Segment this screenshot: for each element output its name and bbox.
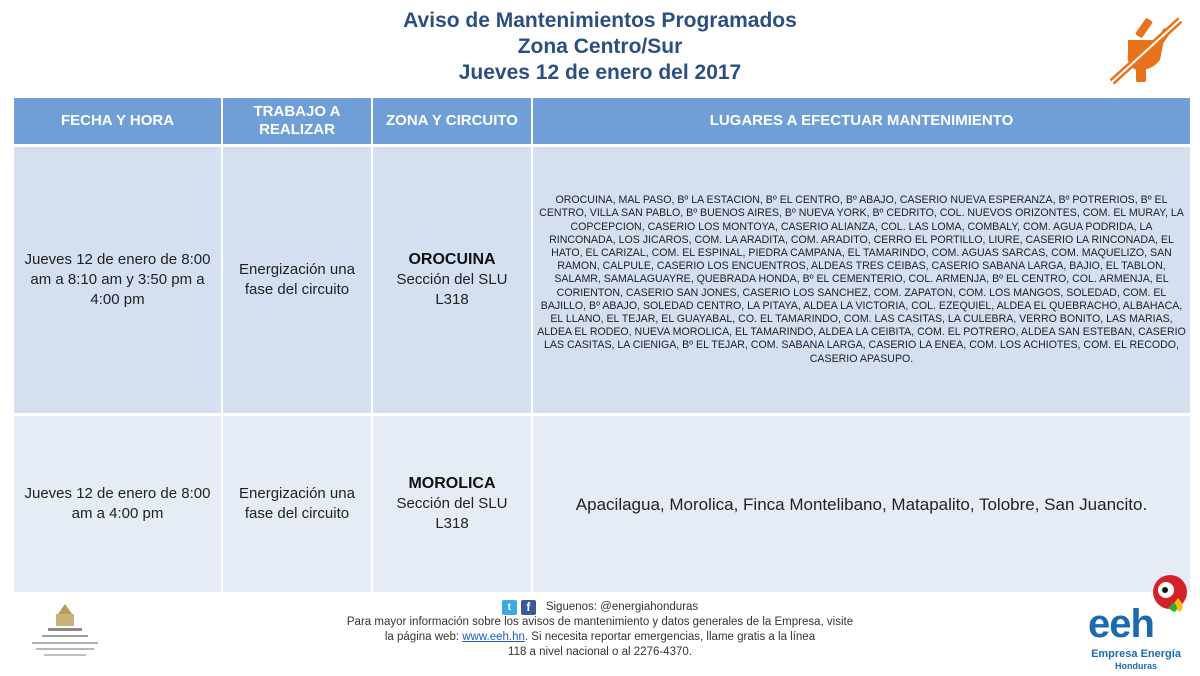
- footer-info-line2-pre: la página web:: [384, 631, 463, 643]
- lugares-cell: Apacilagua, Morolica, Finca Montelibano, Matapalito, Tolobre, San Juancito.: [532, 415, 1190, 593]
- facebook-icon[interactable]: f: [521, 600, 536, 615]
- social-links: [502, 600, 698, 615]
- fecha-cell: Jueves 12 de enero de 8:00 am a 8:10 am y 3:50 pm a 4:00 pm: [14, 146, 222, 415]
- zona-circuito: L318: [435, 291, 469, 308]
- maintenance-table: [14, 98, 1190, 592]
- column-header-lugares: LUGARES A EFECTUAR MANTENIMIENTO: [532, 98, 1190, 146]
- website-link[interactable]: www.eeh.hn: [462, 631, 525, 643]
- table-header-row: [14, 98, 1190, 146]
- logo-brand: eeh: [1088, 602, 1154, 646]
- fecha-cell: Jueves 12 de enero de 8:00 am a 4:00 pm: [14, 415, 222, 593]
- zona-name: MOROLICA: [408, 475, 496, 492]
- social-handle: Siguenos: @energiahonduras: [545, 601, 699, 613]
- notice-title: Aviso de Mantenimientos Programados: [403, 9, 797, 32]
- footer-info-line2: [240, 630, 960, 645]
- footer-info-line1: Para mayor información sobre los avisos de mantenimiento y datos generales de la Empresa, visite: [346, 616, 854, 628]
- twitter-icon[interactable]: t: [502, 600, 517, 615]
- logo-name-line2: Honduras: [1114, 661, 1157, 671]
- lugares-cell: OROCUINA, MAL PASO, Bº LA ESTACION, Bº EL CENTRO, Bº ABAJO, CASERIO NUEVA ESPERANZA, Bº POTRERIOS, Bº EL CENTRO, VILLA SAN PABLO, Bº BUENOS AIRES, Bº NUEVA YORK, Bº CEDRITO, COL. NUEVOS ORIZONTES, COM. EL MURAY, LA COPCEPCION, CASERIO LOS MONTOYA, CASERIO ALIANZA, COL. LAS LOMA, COMBALY, COM. AGUA PODRIDA, LA RINCONADA, LOS JICAROS, COM. LA ARADITA, COM. ARADITO, CERRO EL PORTILLO, LIURE, CASERIO LA RINCONADA, EL HATO, EL CARIZAL, COM. EL ESPINAL, PIEDRA CAMPANA, EL TAMARINDO, COM. AGUAS SARCAS, COM. MAQUELIZO, SAN RAMON, CALPULE, CASERIO LOS ENCUENTROS, ALDEAS TRES CEIBAS, CASERIO SABANA LARGA, BAJIO, EL TABLON, SALAMR, SAMALAGUAYRE, QUEBRADA HONDA, Bº EL CEMENTERIO, COL. ARMENJA, Bº EL CENTRO, COL. ARMENJA, EL CORIENTON, CASERIO SAN JONES, CASERIO LOS SANCHEZ, COM. ZAPATON, COM. LOS MANGOS, SOLEDAD, COM. EL BAJILLO, Bº ABAJO, SOLEDAD CENTRO, LA PITAYA, ALDEA LA VICTORIA, COL. EZEQUIEL, ALDEA EL QUEBRACHO, ALBAHACA, EL LLANO, EL TEJAR, EL GUAYABAL, CO. EL TAMARINDO, COM. LAS CASITAS, LA CULEBRA, VERRO BONITO, LAS MARIAS, ALDEA EL RODEO, NUEVA MOROLICA, EL TAMARINDO, ALDEA LA CEIBITA, COM. EL POTRERO, ALDEA SAN ESTEBAN, CASERIO LAS CASITAS, LA CIENIGA, Bº EL TEJAR, COM. SABANA LARGA, CASERIO LA ENEA, COM. LOS ACHIOTES, COM. EL RECODO, CASERIO APASUPO.: [532, 146, 1190, 415]
- column-header-fecha: FECHA Y HORA: [14, 98, 222, 146]
- notice-zone: Zona Centro/Sur: [517, 35, 683, 58]
- zona-name: OROCUINA: [408, 251, 496, 268]
- zona-seccion: Sección del SLU: [396, 495, 508, 512]
- footer: [240, 600, 960, 660]
- column-header-trabajo: TRABAJO A REALIZAR: [222, 98, 372, 146]
- footer-info-line3: 118 a nivel nacional o al 2276-4370.: [508, 646, 692, 658]
- zona-seccion: Sección del SLU: [396, 271, 508, 288]
- plug-icon: [1106, 14, 1186, 86]
- table-row: [14, 146, 1190, 415]
- parrot-icon: [1150, 572, 1190, 612]
- government-seal-icon: [22, 600, 108, 662]
- footer-info-line2-post: . Si necesita reportar emergencias, llame gratis a la línea: [524, 631, 816, 643]
- trabajo-cell: Energización una fase del circuito: [222, 415, 372, 593]
- notice-header: [0, 8, 1200, 86]
- column-header-zona: ZONA Y CIRCUITO: [372, 98, 532, 146]
- zona-cell: [372, 415, 532, 593]
- table-row: [14, 415, 1190, 593]
- trabajo-cell: Energización una fase del circuito: [222, 146, 372, 415]
- logo-name-line1: Empresa Energía: [1091, 648, 1181, 660]
- zona-circuito: L318: [435, 515, 469, 532]
- notice-date: Jueves 12 de enero del 2017: [458, 61, 742, 84]
- zona-cell: [372, 146, 532, 415]
- eeh-logo: [1080, 572, 1192, 672]
